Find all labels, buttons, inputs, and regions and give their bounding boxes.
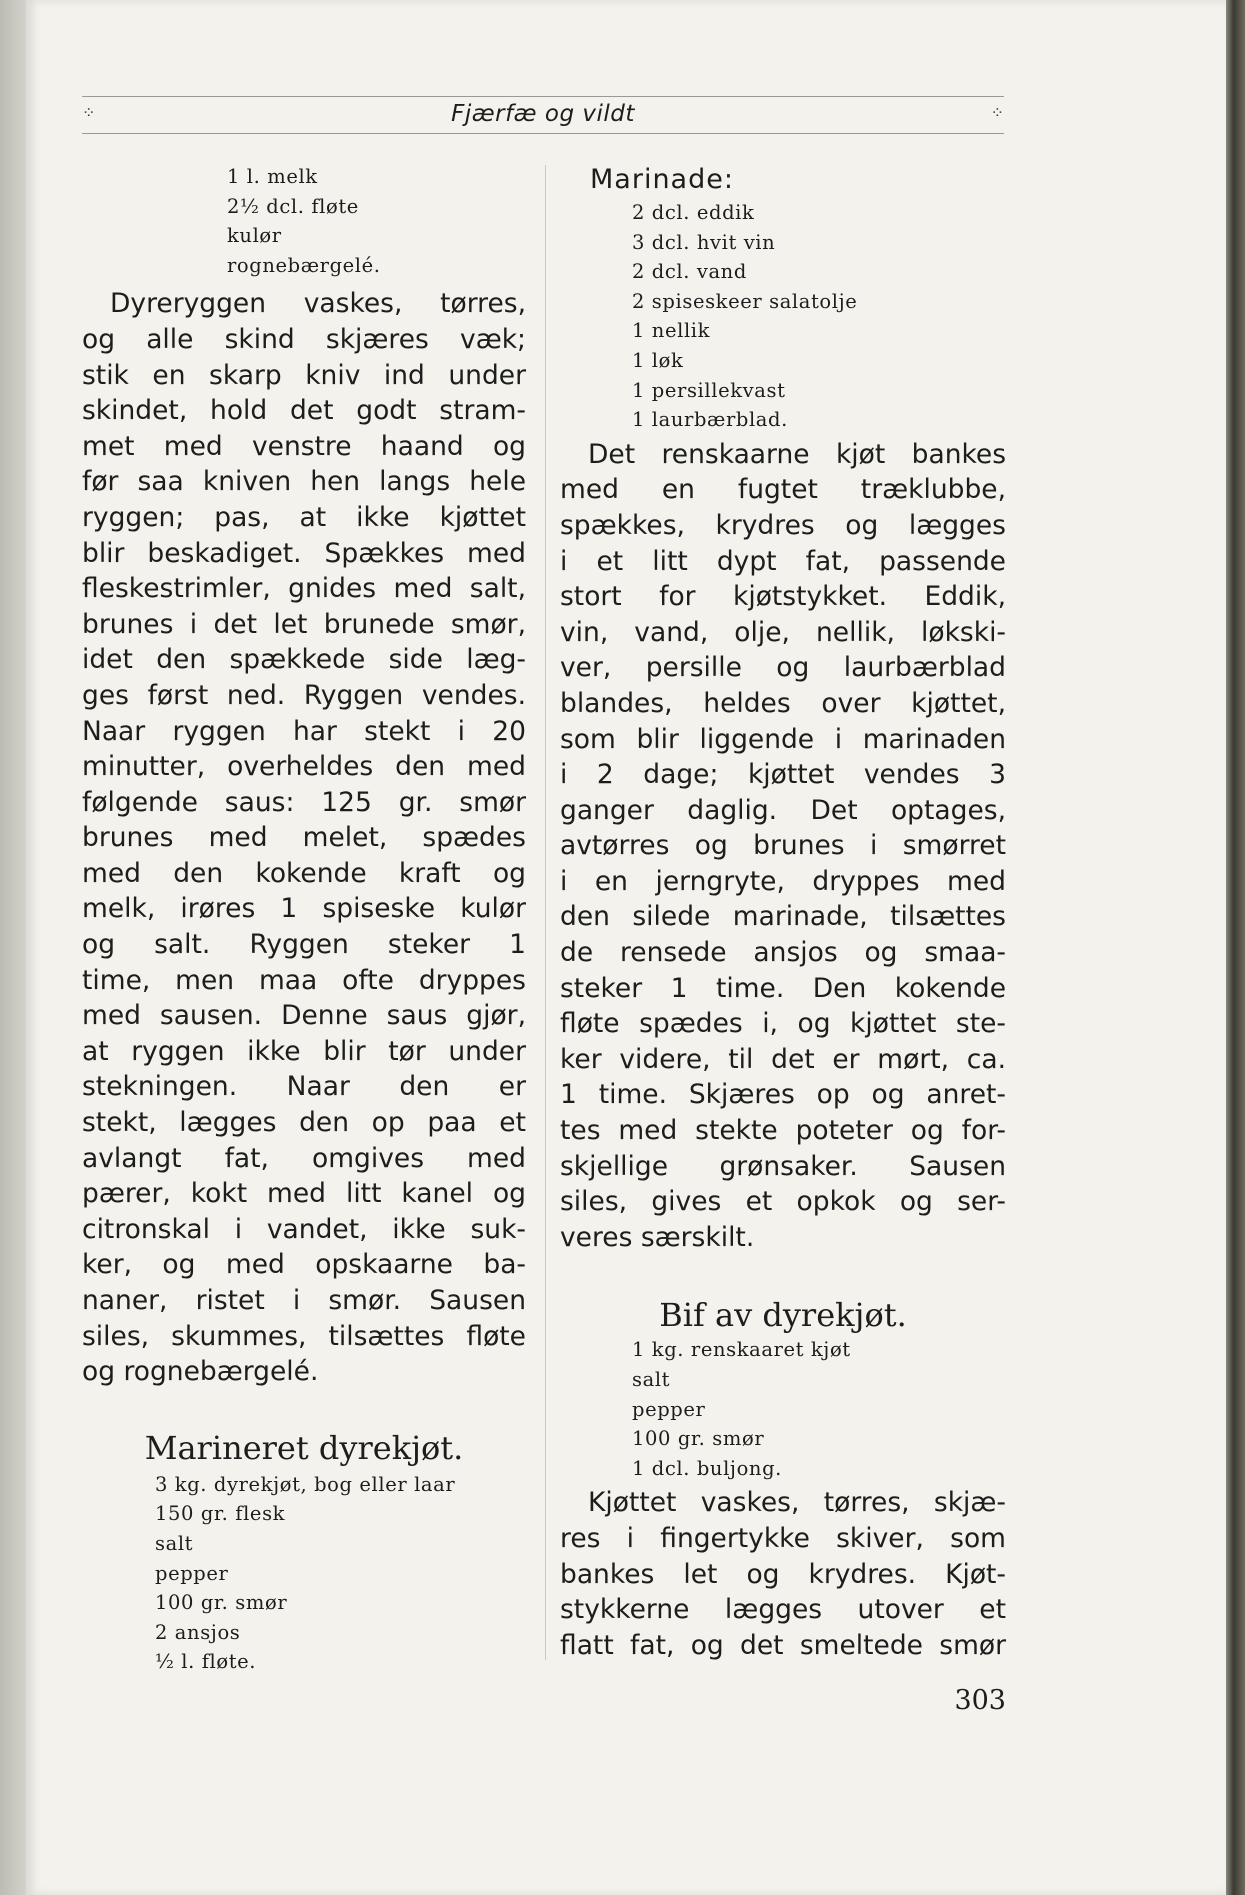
text-line: avlangt fat, omgives med (82, 1142, 526, 1174)
page-number: 303 (954, 1685, 1006, 1716)
text-line: vin, vand, olje, nellik, løkski- (560, 616, 1006, 648)
text-line: blir beskadiget. Spækkes med (82, 537, 526, 569)
text-line: følgende saus: 125 gr. smør (82, 786, 526, 818)
running-header (82, 96, 1004, 134)
ingredient-line: 1 l. melk (227, 165, 318, 188)
ingredient-line: 100 gr. smør (632, 1427, 765, 1451)
text-line: res i fingertykke skiver, som (560, 1522, 1006, 1554)
ingredient-line: salt (155, 1531, 194, 1555)
running-header-title: Fjærfæ og vildt (451, 101, 635, 127)
text-line: ganger daglig. Det optages, (560, 794, 1006, 826)
text-line: ker videre, til det er mørt, ca. (560, 1043, 1006, 1075)
ingredient-list-top (82, 162, 526, 280)
text-line: den silede marinade, tilsættes (560, 901, 1006, 933)
text-line: stik en skarp kniv ind under (82, 359, 526, 391)
text-line: citronskal i vandet, ikke suk- (82, 1213, 526, 1245)
ingredient-list-marinade (560, 198, 1006, 435)
paragraph-bif-method (560, 1485, 1006, 1663)
text-line: avtørres og brunes i smørret (560, 830, 1006, 862)
ingredient-line: 2 dcl. vand (632, 260, 747, 284)
ingredient-line: 3 kg. dyrekjøt, bog eller laar (155, 1472, 456, 1496)
book-right-edge (1226, 0, 1245, 1895)
text-line: de rensede ansjos og smaa- (560, 937, 1006, 969)
text-line: i 2 dage; kjøttet vendes 3 (560, 759, 1006, 791)
text-line: og rognebærgelé. (82, 1356, 319, 1388)
ingredient-line: 100 gr. smør (155, 1591, 288, 1615)
text-line: brunes i det let brunede smør, (82, 608, 526, 640)
ingredient-list-bif (560, 1335, 1006, 1483)
ingredient-line: 2 spiseskeer salatolje (632, 289, 858, 313)
ingredient-line: 1 laurbærblad. (632, 408, 788, 432)
text-line: Det renskaarne kjøt bankes (588, 438, 1006, 470)
text-line: spækkes, krydres og lægges (560, 509, 1006, 541)
text-line: stekningen. Naar den er (82, 1071, 526, 1103)
text-line: fløte spædes i, og kjøttet ste- (560, 1008, 1006, 1040)
text-line: stort for kjøtstykket. Eddik, (560, 581, 1006, 613)
text-line: steker 1 time. Den kokende (560, 972, 1006, 1004)
text-line: tes med stekte poteter og for- (560, 1115, 1006, 1147)
text-line: stykkerne lægges utover et (560, 1594, 1006, 1626)
text-line: Dyreryggen vaskes, tørres, (110, 288, 526, 320)
text-line: med den kokende kraft og (82, 857, 526, 889)
text-line: minutter, overheldes den med (82, 751, 526, 783)
text-line: flatt fat, og det smeltede smør (560, 1629, 1006, 1661)
ingredient-line: pepper (155, 1561, 229, 1585)
ingredient-line: 1 persillekvast (632, 378, 786, 402)
text-line: bankes let og krydres. Kjøt- (560, 1558, 1006, 1590)
ingredient-line: 2 dcl. eddik (632, 201, 755, 224)
paragraph-dyreryggen (82, 286, 526, 1389)
ingredient-line: 2 ansjos (155, 1620, 241, 1644)
left-column (82, 162, 526, 1677)
text-line: og salt. Ryggen steker 1 (82, 929, 526, 961)
text-line: ver, persille og laurbærblad (560, 652, 1006, 684)
text-line: melk, irøres 1 spiseske kulør (82, 893, 526, 925)
text-line: skjellige grønsaker. Sausen (560, 1150, 1006, 1182)
text-line: 1 time. Skjæres op og anret- (560, 1079, 1006, 1111)
text-line: stekt, lægges den op paa et (82, 1107, 526, 1139)
ingredient-line: 2½ dcl. fløte (227, 194, 359, 218)
text-line: med sausen. Denne saus gjør, (82, 1000, 526, 1032)
ingredient-line: 3 dcl. hvit vin (632, 230, 776, 254)
book-binding-edge (0, 0, 26, 1895)
text-line: skindet, hold det godt stram- (82, 395, 526, 427)
text-line: i en jerngryte, dryppes med (560, 865, 1006, 897)
ingredient-list-marineret (82, 1470, 526, 1677)
text-line: og alle skind skjæres væk; (82, 323, 526, 355)
text-line: veres særskilt. (560, 1221, 755, 1253)
text-line: met med venstre haand og (82, 430, 526, 462)
text-line: ges først ned. Ryggen vendes. (82, 679, 526, 711)
text-line: ryggen; pas, at ikke kjøttet (82, 501, 526, 533)
ingredient-line: kulør (227, 224, 282, 248)
text-line: idet den spækkede side læg- (82, 644, 526, 676)
right-column (560, 162, 1006, 1663)
text-line: brunes med melet, spædes (82, 822, 526, 854)
text-line: naner, ristet i smør. Sausen (82, 1285, 526, 1316)
column-divider (545, 165, 546, 1660)
recipe-heading-bif: Bif av dyrekjøt. (659, 1296, 907, 1335)
marinade-label: Marinade: (590, 164, 734, 195)
text-line: blandes, heldes over kjøttet, (560, 687, 1006, 719)
ingredient-line: salt (632, 1368, 671, 1391)
ingredient-line: 1 dcl. buljong. (632, 1456, 782, 1480)
text-line: før saa kniven hen langs hele (82, 466, 526, 498)
text-line: ker, og med opskaarne ba- (82, 1249, 526, 1281)
text-line: siles, skummes, tilsættes fløte (82, 1320, 526, 1352)
text-line: pærer, kokt med litt kanel og (82, 1178, 526, 1210)
recipe-heading-marineret: Marineret dyrekjøt. (144, 1428, 464, 1467)
ingredient-line: rognebærgelé. (227, 253, 381, 277)
ingredient-line: 1 nellik (632, 319, 711, 343)
ornament-right-icon: ⁘ (990, 103, 1004, 122)
text-line: time, men maa ofte dryppes (82, 964, 526, 996)
paragraph-marinade-method (560, 437, 1006, 1256)
text-line: siles, gives et opkok og ser- (560, 1186, 1006, 1218)
text-line: at ryggen ikke blir tør under (82, 1035, 526, 1067)
text-line: Naar ryggen har stekt i 20 (82, 715, 526, 747)
text-line: med en fugtet træklubbe, (560, 474, 1006, 506)
text-line: som blir liggende i marinaden (560, 723, 1006, 755)
ingredient-line: pepper (632, 1397, 706, 1421)
ingredient-line: 150 gr. flesk (155, 1502, 286, 1526)
ingredient-line: 1 kg. renskaaret kjøt (632, 1338, 851, 1362)
text-line: i et litt dypt fat, passende (560, 545, 1006, 577)
ingredient-line: ½ l. fløte. (155, 1650, 257, 1674)
ingredient-line: 1 løk (632, 348, 684, 372)
text-line: Kjøttet vaskes, tørres, skjæ- (588, 1487, 1006, 1519)
text-line: fleskestrimler, gnides med salt, (82, 573, 526, 605)
ornament-left-icon: ⁘ (82, 103, 96, 122)
